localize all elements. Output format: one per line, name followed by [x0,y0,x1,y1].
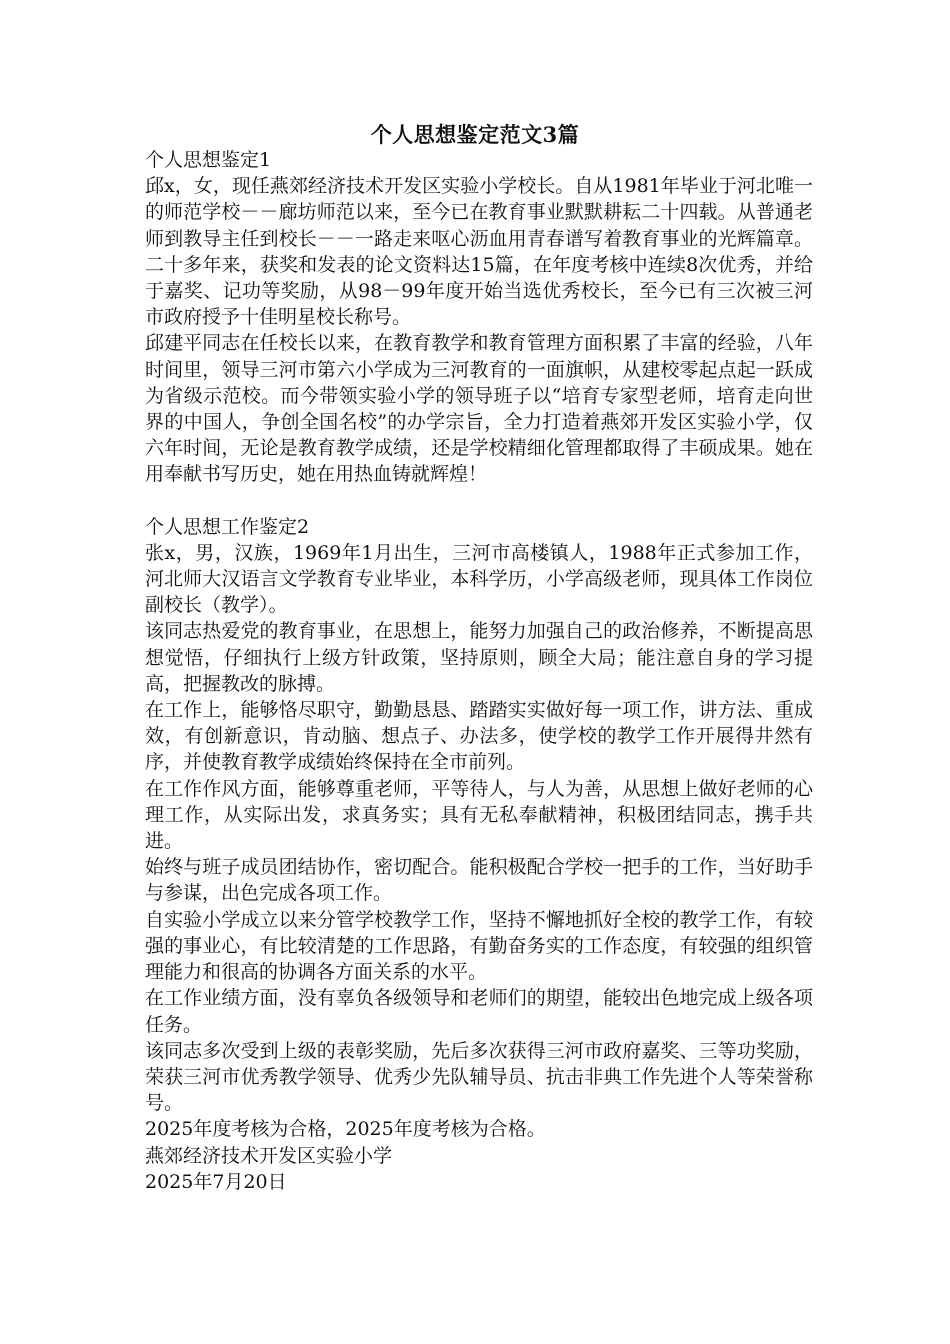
section2-paragraph: 张x，男，汉族，1969年1月出生，三河市高楼镇人，1988年正式参加工作，河北师大汉语言文学教育专业毕业，本科学历，小学高级老师，现具体工作岗位副校长（教学）。 [145,541,813,617]
section2-paragraph: 自实验小学成立以来分管学校教学工作，坚持不懈地抓好全校的教学工作，有较强的事业心，有比较清楚的工作思路，有勤奋务实的工作态度，有较强的组织管理能力和很高的协调各方面关系的水平。 [145,908,813,984]
section-spacer [145,488,813,514]
document-date: 2025年7月20日 [145,1170,287,1193]
document-body [145,147,813,1195]
section1-heading: 个人思想鉴定1 [145,149,272,171]
assessment-result: 2025年度考核为合格，2025年度考核为合格。 [145,1118,546,1141]
section2-paragraph: 该同志热爱党的教育事业，在思想上，能努力加强自己的政治修养，不断提高思想觉悟，仔细执行上级方针政策，坚持原则，顾全大局；能注意自身的学习提高，把握教改的脉搏。 [145,620,813,695]
section2-paragraph: 在工作上，能够恪尽职守，勤勤恳恳、踏踏实实做好每一项工作，讲方法、重成效，有创新意识，肯动脑、想点子、办法多，使学校的教学工作开展得井然有序，并使教育教学成绩始终保持在全市前列。 [145,699,813,774]
section2-paragraph: 始终与班子成员团结协作，密切配合。能积极配合学校一把手的工作，当好助手与参谋，出色完成各项工作。 [145,856,813,905]
section2-heading: 个人思想工作鉴定2 [145,515,310,538]
section2-paragraph: 该同志多次受到上级的表彰奖励，先后多次获得三河市政府嘉奖、三等功奖励，荣获三河市优秀教学领导、优秀少先队辅导员、抗击非典工作先进个人等荣誉称号。 [145,1039,813,1115]
document-title: 个人思想鉴定范文3篇 [370,122,580,147]
section1-paragraph: 邱x，女，现任燕郊经济技术开发区实验小学校长。自从1981年毕业于河北唯一的师范学校－－廊坊师范以来，至今已在教育事业默默耕耘二十四载。从普通老师到教导主任到校长－－一路走来呕心沥血用青春谱写着教育事业的光辉篇章。二十多年来，获奖和发表的论文资料达15篇，在年度考核中连续8次优秀，并给于嘉奖、记功等奖励，从98－99年度开始当选优秀校长，至今已有三次被三河市政府授予十佳明星校长称号。 [145,175,813,329]
section2-paragraph: 在工作作风方面，能够尊重老师，平等待人，与人为善，从思想上做好老师的心理工作，从实际出发，求真务实；具有无私奉献精神，积极团结同志，携手共进。 [145,777,813,853]
organization-name: 燕郊经济技术开发区实验小学 [145,1144,393,1167]
section2-paragraph: 在工作业绩方面，没有辜负各级领导和老师们的期望，能较出色地完成上级各项任务。 [145,987,813,1036]
section1-paragraph: 邱建平同志在任校长以来，在教育教学和教育管理方面积累了丰富的经验，八年时间里，领导三河市第六小学成为三河教育的一面旗帜，从建校零起点起一跃成为省级示范校。而今带领实验小学的领导班子以“培育专家型老师，培育走向世界的中国人，争创全国名校”的办学宗旨，全力打造着燕郊开发区实验小学，仅六年时间，无论是教育教学成绩，还是学校精细化管理都取得了丰硕成果。她在用奉献书写历史，她在用热血铸就辉煌！ [145,332,813,486]
